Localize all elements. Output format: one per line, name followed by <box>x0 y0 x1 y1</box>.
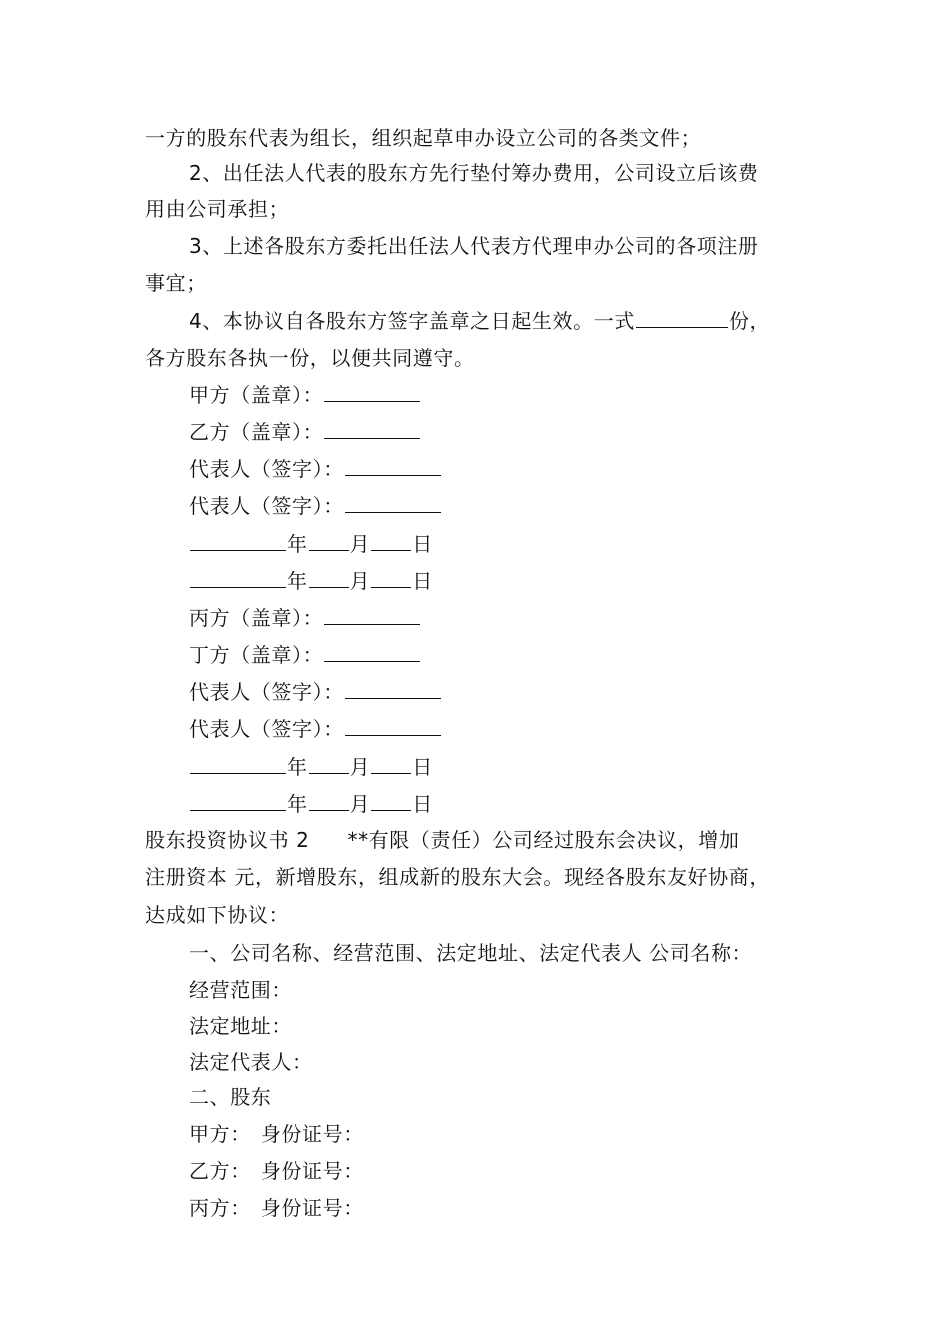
text-span: 日 <box>412 755 433 779</box>
text-span: 代表人（签字）： <box>189 717 344 741</box>
representative-sign <box>189 455 442 482</box>
clause-4 <box>189 307 770 334</box>
text-span: 2、出任法人代表的股东方先行垫付筹办费用，公司设立后该费 <box>189 161 759 185</box>
text-span: 日 <box>412 792 433 816</box>
text-span: 二、股东 <box>189 1085 272 1109</box>
party-c-seal <box>189 604 421 631</box>
shareholder-b <box>189 1158 364 1184</box>
text-span: 日 <box>412 532 433 556</box>
month-blank[interactable] <box>309 530 349 551</box>
year-blank[interactable] <box>190 530 286 551</box>
date-line <box>189 567 433 594</box>
text-span: 丙方（盖章）： <box>189 606 324 630</box>
text-span: 月 <box>349 569 371 593</box>
text-span: 月 <box>349 792 371 816</box>
shareholder-a <box>189 1121 364 1147</box>
signature-blank[interactable] <box>345 455 441 476</box>
date-line <box>189 530 433 557</box>
text-line <box>145 345 475 371</box>
year-blank[interactable] <box>190 790 286 811</box>
party-d-seal <box>189 641 421 668</box>
text-span: 乙方（盖章）： <box>189 420 324 444</box>
year-blank[interactable] <box>190 753 286 774</box>
shareholder-c <box>189 1195 364 1221</box>
text-span: 丁方（盖章）： <box>189 643 324 667</box>
clause-3 <box>189 233 759 259</box>
text-span: 达成如下协议： <box>145 903 290 927</box>
text-span: 日 <box>412 569 433 593</box>
text-span: 身份证号： <box>260 1196 364 1220</box>
signature-blank[interactable] <box>324 604 420 625</box>
signature-blank[interactable] <box>345 492 441 513</box>
text-span: 年 <box>287 569 308 593</box>
text-line <box>145 270 207 296</box>
text-line <box>145 864 770 890</box>
text-span: 3、上述各股东方委托出任法人代表方代理申办公司的各项注册 <box>189 234 759 258</box>
text-span: 份， <box>728 309 771 333</box>
day-blank[interactable] <box>371 567 411 588</box>
representative-sign <box>189 678 442 705</box>
text-span: 年 <box>287 755 308 779</box>
text-span: 代表人（签字）： <box>189 457 344 481</box>
year-blank[interactable] <box>190 567 286 588</box>
text-span: 法定地址： <box>189 1014 292 1038</box>
text-span: 法定代表人： <box>189 1050 313 1074</box>
text-span: 甲方（盖章）： <box>189 383 324 407</box>
text-span: 乙方： <box>189 1159 251 1183</box>
section-2-heading <box>145 827 739 853</box>
day-blank[interactable] <box>371 753 411 774</box>
legal-representative-field <box>189 1049 313 1075</box>
day-blank[interactable] <box>371 530 411 551</box>
signature-blank[interactable] <box>345 678 441 699</box>
text-span: 身份证号： <box>260 1122 364 1146</box>
text-span: 年 <box>287 532 308 556</box>
article-1-heading <box>189 940 752 966</box>
party-a-seal <box>189 381 421 408</box>
date-line <box>189 790 433 817</box>
text-line <box>145 902 289 928</box>
text-span: 各方股东各执一份，以便共同遵守。 <box>145 346 475 370</box>
signature-blank[interactable] <box>324 641 420 662</box>
clause-2 <box>189 160 759 186</box>
date-line <box>189 753 433 780</box>
business-scope-field <box>189 977 292 1003</box>
text-span: 代表人（签字）： <box>189 494 344 518</box>
signature-blank[interactable] <box>324 418 420 439</box>
text-span: 一方的股东代表为组长，组织起草申办设立公司的各类文件； <box>145 126 702 150</box>
text-span: 4、本协议自各股东方签字盖章之日起生效。一式 <box>189 309 635 333</box>
representative-sign <box>189 492 442 519</box>
text-span: 用由公司承担； <box>145 197 290 221</box>
text-span: 丙方： <box>189 1196 251 1220</box>
text-span: 事宜； <box>145 271 207 295</box>
text-span: 月 <box>349 532 371 556</box>
representative-sign <box>189 715 442 742</box>
text-line <box>145 196 289 222</box>
text-span: 身份证号： <box>260 1159 364 1183</box>
signature-blank[interactable] <box>324 381 420 402</box>
text-line <box>145 125 701 151</box>
text-span: 月 <box>349 755 371 779</box>
text-span: 甲方： <box>189 1122 251 1146</box>
article-2-heading <box>189 1084 271 1110</box>
copies-blank[interactable] <box>636 307 728 328</box>
text-span: 注册资本 元，新增股东，组成新的股东大会。现经各股东友好协商， <box>145 865 770 889</box>
day-blank[interactable] <box>371 790 411 811</box>
month-blank[interactable] <box>309 753 349 774</box>
text-span: **有限（责任）公司经过股东会决议，增加 <box>347 828 740 852</box>
document-title: 股东投资协议书 2 <box>145 828 310 852</box>
month-blank[interactable] <box>309 567 349 588</box>
text-span: 代表人（签字）： <box>189 680 344 704</box>
month-blank[interactable] <box>309 790 349 811</box>
text-span: 经营范围： <box>189 978 292 1002</box>
signature-blank[interactable] <box>345 715 441 736</box>
text-span: 一、公司名称、经营范围、法定地址、法定代表人 公司名称： <box>189 941 753 965</box>
text-span: 年 <box>287 792 308 816</box>
party-b-seal <box>189 418 421 445</box>
legal-address-field <box>189 1013 292 1039</box>
